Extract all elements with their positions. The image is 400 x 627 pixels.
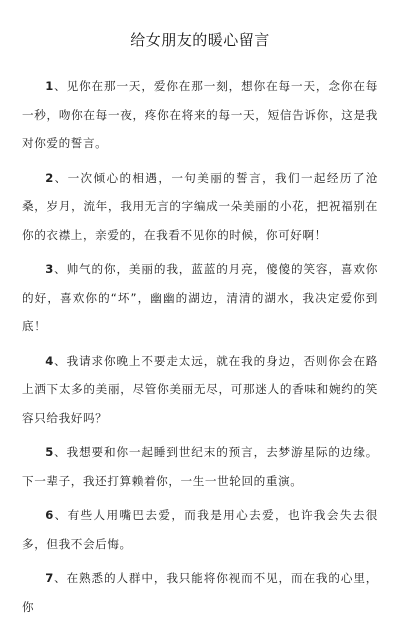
paragraph-number: 3 [45,262,54,276]
paragraph-number: 7 [45,571,54,585]
paragraph-2 [22,164,378,250]
paragraph-7 [22,564,378,621]
paragraph-number: 6 [45,508,54,522]
paragraph-text: 、有些人用嘴巴去爱，而我是用心去爱，也许我会失去很多，但我不会后悔。 [22,508,378,551]
paragraph-6 [22,501,378,558]
paragraph-text: 、在熟悉的人群中，我只能将你视而不见，而在我的心里，你 [22,571,378,614]
paragraph-text: 、一次倾心的相遇，一句美丽的誓言，我们一起经历了沧桑，岁月，流年，我用无言的字编成一朵美丽的小花，把祝福别在你的衣襟上，亲爱的，在我看不见你的时候，你可好啊！ [22,170,378,242]
paragraph-number: 1 [45,79,54,93]
document-title: 给女朋友的暖心留言 [130,31,270,49]
paragraph-number: 5 [45,445,54,459]
paragraph-5 [22,438,378,495]
paragraph-text: 、我请求你晚上不要走太远，就在我的身边，否则你会在路上洒下太多的美丽，尽管你美丽无尽，可那迷人的香味和婉约的笑容只给我好吗？ [22,353,378,425]
paragraph-3 [22,255,378,341]
paragraph-4 [22,347,378,433]
article-body [22,72,378,627]
paragraph-1 [22,72,378,158]
paragraph-number: 2 [45,170,54,185]
paragraph-text: 、我想要和你一起睡到世纪末的预言，去梦游星际的边缘。下一辈子，我还打算赖着你，一生一世轮回的重演。 [22,445,378,488]
paragraph-text: 、见你在那一天，爱你在那一刻，想你在每一天，念你在每一秒，吻你在每一夜，疼你在将来的每一天，短信告诉你，这是我对你爱的誓言。 [22,79,378,150]
paragraph-number: 4 [45,353,54,368]
paragraph-text: 、帅气的你，美丽的我，蓝蓝的月亮，傻傻的笑容，喜欢你的好，喜欢你的“坏”，幽幽的湖边，清清的湖水，我决定爱你到底！ [22,262,378,333]
